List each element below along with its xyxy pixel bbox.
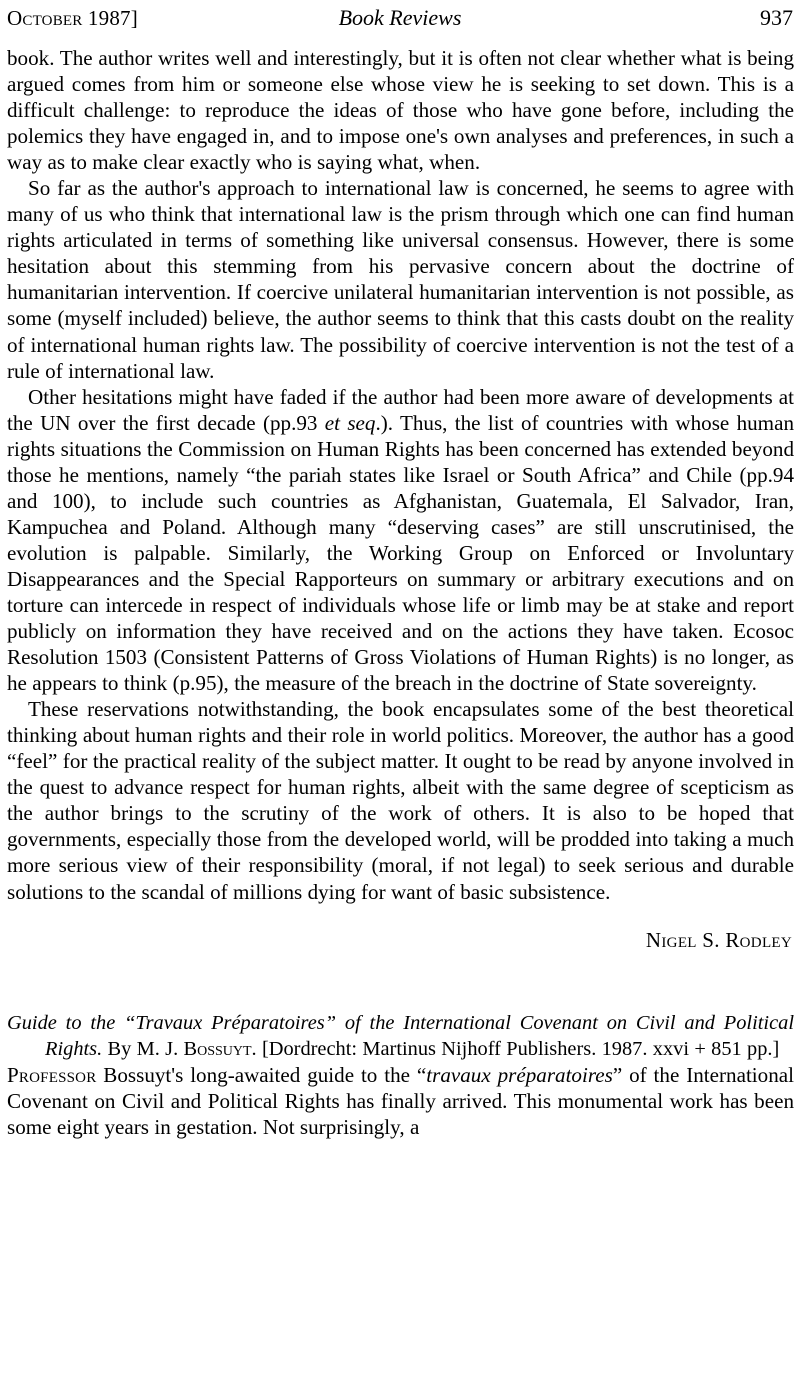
paragraph-3-seg-1: Other hesitations might have faded if the author had been more aware of developments at the UN over the first decade (pp.93 (7, 384, 794, 435)
page-number: 937 (760, 5, 793, 30)
paragraph-3 (7, 384, 794, 697)
paragraph-1: book. The author writes well and interestingly, but it is often not clear whether what is being argued comes from him or someone else whose view he is seeking to set down. This is a difficult challenge: to reproduce the ideas of those who have gone before, including the polemics they have engaged in, and to impose one's own analyses and preferences, in such a way as to make clear exactly who is saying what, when. (7, 46, 794, 175)
review-opening-paragraph (7, 1062, 794, 1140)
review-book-title: Guide to the “Travaux Préparatoires” of the International Covenant on Civil and Political Rights. (7, 1011, 794, 1060)
review-book-author: M. J. Bossuyt (136, 1037, 252, 1060)
paragraph-3-latin-phrase: et seq (324, 410, 376, 435)
review-by-label: By (102, 1037, 137, 1060)
review-seg-3: ” of the International Covenant on Civil and Political Rights has finally arrived. This monumental work has been some eight years in gestation. Not surprisingly, a (7, 1062, 794, 1140)
paragraph-4: These reservations notwithstanding, the book encapsulates some of the best theoretical thinking about human rights and their role in world politics. Moreover, the author has a good “feel” for the practical reality of the subject matter. It ought to be read by anyone involved in the quest to advance respect for human rights, albeit with the same degree of scepticism as the author brings to the scrutiny of the work of others. It is also to be hoped that governments, especially those from the developed world, will be prodded into taking a much more serious view of their responsibility (moral, if not legal) to seek serious and durable solutions to the scandal of millions dying for want of basic subsistence. (7, 697, 794, 904)
paragraph-3-seg-3: .). Thus, the list of countries with whose human rights situations the Commission on Human Rights has been concerned has extended beyond those he mentions, namely “the pariah states like Israel or South Africa” and Chile (pp.94 and 100), to include such countries as Afghanistan, Guatemala, El Salvador, Iran, Kampuchea and Poland. Although many “deserving cases” are still unscrutinised, the evolution is palpable. Similarly, the Working Group on Enforced or Involuntary Disappearances and the Special Rapporteurs on summary or arbitrary executions and on torture can intercede in respect of individuals whose life or limb may be at stake and report publicly on information they have received and on the actions they have taken. Ecosoc Resolution 1503 (Consistent Patterns of Gross Violations of Human Rights) is no longer, as he appears to think (p.95), the measure of the breach in the doctrine of State sovereignty. (7, 410, 795, 696)
running-head (7, 6, 793, 36)
running-head-section-title: Book Reviews (338, 5, 462, 30)
review-seg-1: Bossuyt's long-awaited guide to the “ (96, 1062, 427, 1087)
review-citation (7, 1010, 794, 1062)
body-column (7, 45, 794, 1140)
review-lead-word: Professor (7, 1062, 97, 1087)
reviewer-signature: Nigel S. Rodley (645, 927, 792, 952)
paragraph-2: So far as the author's approach to international law is concerned, he seems to agree with many of us who think that international law is the prism through which one can find human rights articulated in terms of something like universal consensus. However, there is some hesitation about this stemming from his pervasive concern about the doctrine of humanitarian intervention. If coercive unilateral humanitarian intervention is not possible, as some (myself included) believe, the author seems to think that this casts doubt on the reality of international human rights law. The possibility of coercive intervention is not the test of a rule of international law. (7, 176, 794, 383)
review-latin-phrase: travaux préparatoires (426, 1062, 613, 1087)
review-publication-details: . [Dordrecht: Martinus Nijhoff Publishers. 1987. xxvi + 851 pp.] (251, 1037, 780, 1060)
running-head-issue-date: October 1987] (7, 6, 138, 30)
